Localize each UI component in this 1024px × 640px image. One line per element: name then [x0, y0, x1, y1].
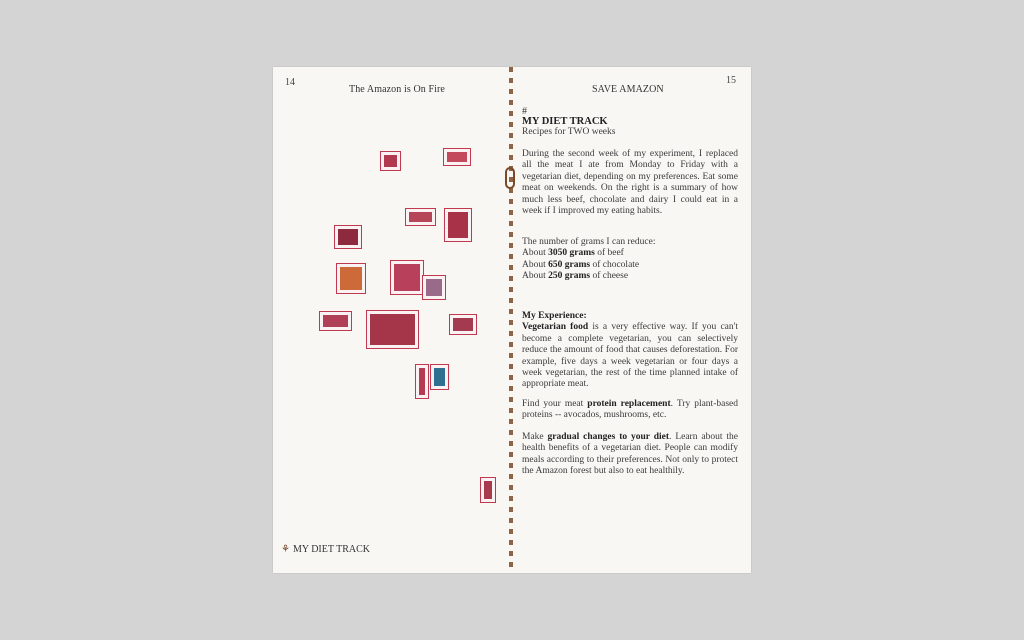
page-number-right: 15: [726, 75, 736, 86]
page-number-left: 14: [285, 77, 295, 88]
reduction-item: About 250 grams of cheese: [522, 271, 629, 282]
reduction-item: About 3050 grams of beef: [522, 248, 624, 259]
footer-label: MY DIET TRACK: [292, 544, 371, 555]
food-thumb-9: [319, 311, 352, 331]
food-thumb-13: [430, 364, 449, 390]
food-thumb-4: [444, 208, 472, 242]
protein-paragraph: Find your meat protein replacement. Try plant-based proteins -- avocados, mushrooms, etc.: [522, 399, 738, 421]
book-spine: [509, 67, 513, 573]
intro-paragraph: During the second week of my experiment, I replaced all the meat I ate from Monday to Friday with a vegetarian diet, depending on my preferences. Eat some meat on weekends. On the right is a summary of how much less beef, chocolate and dairy I could eat in a week if I improved my eating habits.: [522, 149, 738, 217]
food-thumb-12: [415, 364, 429, 399]
food-thumb-14: [480, 477, 496, 503]
food-thumb-5: [334, 225, 362, 249]
food-thumb-3: [405, 208, 436, 226]
leaf-sprig-icon: ⚘: [281, 544, 290, 555]
experience-paragraph: Vegetarian food is a very effective way. If you can't become a complete vegetarian, you can selectively reduce the amount of food that causes deforestation. For example, five days a week vegetarian or four days a week vegetarian, the rest of the time planned intake of appropriate meat.: [522, 322, 739, 390]
experience-section: [522, 311, 738, 391]
page-title: MY DIET TRACK: [522, 116, 608, 127]
food-thumb-1: [380, 151, 401, 171]
spine-binding: [505, 167, 515, 189]
experience-heading: My Experience:: [522, 311, 587, 321]
page-subtitle: Recipes for TWO weeks: [522, 127, 616, 137]
running-head-left: The Amazon is On Fire: [349, 84, 445, 95]
food-thumb-2: [443, 148, 471, 166]
reduction-item: About 650 grams of chocolate: [522, 259, 640, 270]
hash-mark: #: [522, 106, 527, 117]
reduction-intro: The number of grams I can reduce:: [522, 237, 656, 247]
running-head-right: SAVE AMAZON: [592, 84, 664, 95]
food-thumb-10: [366, 310, 419, 349]
gradual-paragraph: Make gradual changes to your diet. Learn about the health benefits of a vegetarian diet. People can modify meals according to their preferences. Not only to protect the Amazon forest but also to eat healthily.: [522, 432, 738, 477]
food-thumb-11: [449, 314, 477, 335]
food-thumb-6: [336, 263, 366, 294]
food-thumb-7: [390, 260, 424, 295]
footer-left: [281, 544, 370, 555]
book-spread: [273, 67, 751, 573]
food-thumb-8: [422, 275, 446, 300]
reduction-list: [522, 237, 738, 283]
